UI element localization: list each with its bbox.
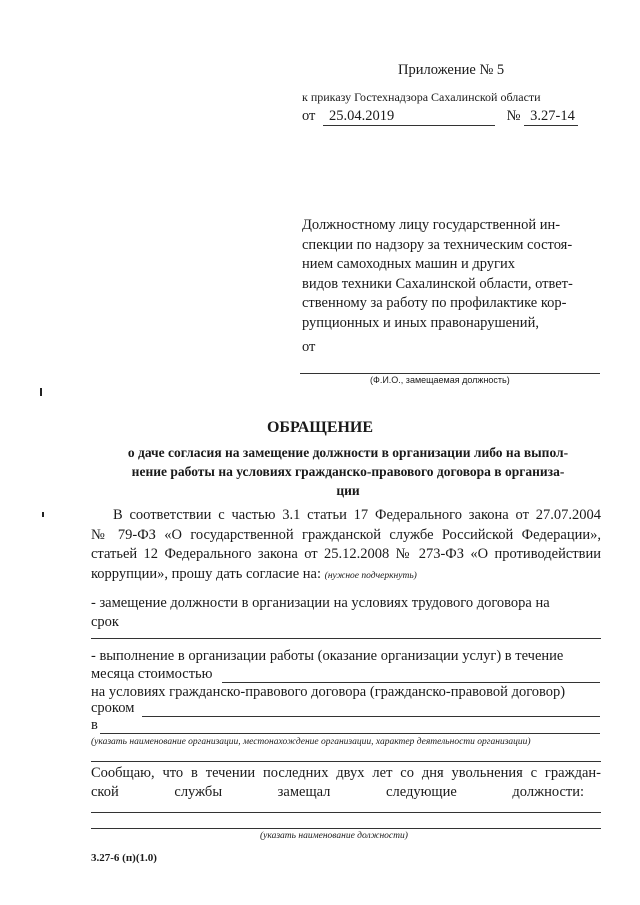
appendix-title: Приложение № 5 bbox=[398, 62, 505, 78]
organization-line bbox=[100, 733, 600, 734]
fio-hint: (Ф.И.О., замещаемая должность) bbox=[370, 375, 510, 385]
option-employment-line2: срок bbox=[91, 614, 119, 630]
appendix-order-line bbox=[302, 89, 541, 106]
report-line2 bbox=[91, 784, 601, 801]
option-contract-line5: в bbox=[91, 717, 98, 733]
document-title: ОБРАЩЕНИЕ bbox=[266, 419, 374, 436]
addressee-line: ственному за работу по профилактике кор- bbox=[302, 295, 567, 311]
addressee-line: нием самоходных машин и других bbox=[302, 256, 516, 272]
blank-line bbox=[91, 761, 601, 762]
paragraph-last-line bbox=[91, 565, 601, 587]
addressee-line: Должностному лицу государственной ин- bbox=[302, 217, 561, 233]
positions-line-2 bbox=[91, 828, 601, 829]
subtitle-line: о даче согласия на замещение должности в организации либо на выпол- bbox=[127, 445, 569, 460]
option-employment-line1: - замещение должности в организации на условиях трудового договора на bbox=[91, 595, 550, 611]
report-text-1: Сообщаю, что в течении последних двух лет со дня увольнения с граждан- bbox=[91, 765, 601, 781]
report-text-2: ской службы замещал следующие должности: bbox=[91, 784, 585, 800]
option-contract-line1: - выполнение в организации работы (оказание организации услуг) в течение bbox=[91, 648, 564, 664]
paragraph-line: № 79-ФЗ «О государственной гражданской службе Российской Федерации», bbox=[91, 526, 601, 543]
scan-mark bbox=[40, 388, 42, 396]
subtitle-line: нение работы на условиях гражданско-правового договора в организа- bbox=[131, 464, 565, 479]
option-contract-line2: месяца стоимостью bbox=[91, 666, 213, 682]
option-contract-line4: сроком bbox=[91, 700, 135, 716]
addressee-line: видов техники Сахалинской области, ответ- bbox=[302, 275, 573, 292]
request-paragraph bbox=[91, 506, 601, 586]
paragraph-last-text: коррупции», прошу дать согласие на: bbox=[91, 565, 322, 582]
cost-line bbox=[222, 682, 600, 683]
term-line bbox=[142, 716, 600, 717]
addressee-from-label: от bbox=[302, 339, 316, 355]
report-line1 bbox=[91, 765, 601, 782]
paragraph-line: статьей 12 Федерального закона от 25.12.2008 № 273-ФЗ «О противодействии bbox=[91, 546, 601, 562]
addressee-line: рупционных и иных правонарушений, bbox=[302, 314, 539, 331]
scan-mark bbox=[42, 512, 44, 517]
appendix-from-label: от bbox=[302, 108, 316, 124]
positions-line-1 bbox=[91, 812, 601, 813]
appendix-number: 3.27-14 bbox=[524, 108, 578, 126]
choose-hint: (нужное подчеркнуть) bbox=[324, 570, 417, 581]
employment-term-line bbox=[91, 638, 601, 639]
appendix-number-label: № bbox=[506, 108, 521, 124]
organization-hint: (указать наименование организации, местонахождение организации, характер деятельности организации) bbox=[91, 737, 531, 747]
appendix-order-text: к приказу Гостехнадзора Сахалинской области bbox=[302, 90, 541, 104]
document-subtitle bbox=[88, 443, 608, 500]
paragraph-line: В соответствии с частью 3.1 статьи 17 Федерального закона от 27.07.2004 bbox=[113, 507, 601, 523]
addressee-line: спекции по надзору за техническим состоя- bbox=[302, 236, 573, 253]
addressee-block bbox=[302, 216, 573, 333]
subtitle-line: ции bbox=[336, 483, 360, 498]
option-contract-line3: на условиях гражданско-правового договора (гражданско-правовой договор) bbox=[91, 684, 566, 700]
fio-line bbox=[300, 373, 600, 374]
positions-hint: (указать наименование должности) bbox=[260, 831, 408, 841]
appendix-date: 25.04.2019 bbox=[323, 108, 495, 126]
appendix-date-row bbox=[302, 108, 602, 126]
form-code: 3.27-6 (п)(1.0) bbox=[91, 852, 157, 864]
